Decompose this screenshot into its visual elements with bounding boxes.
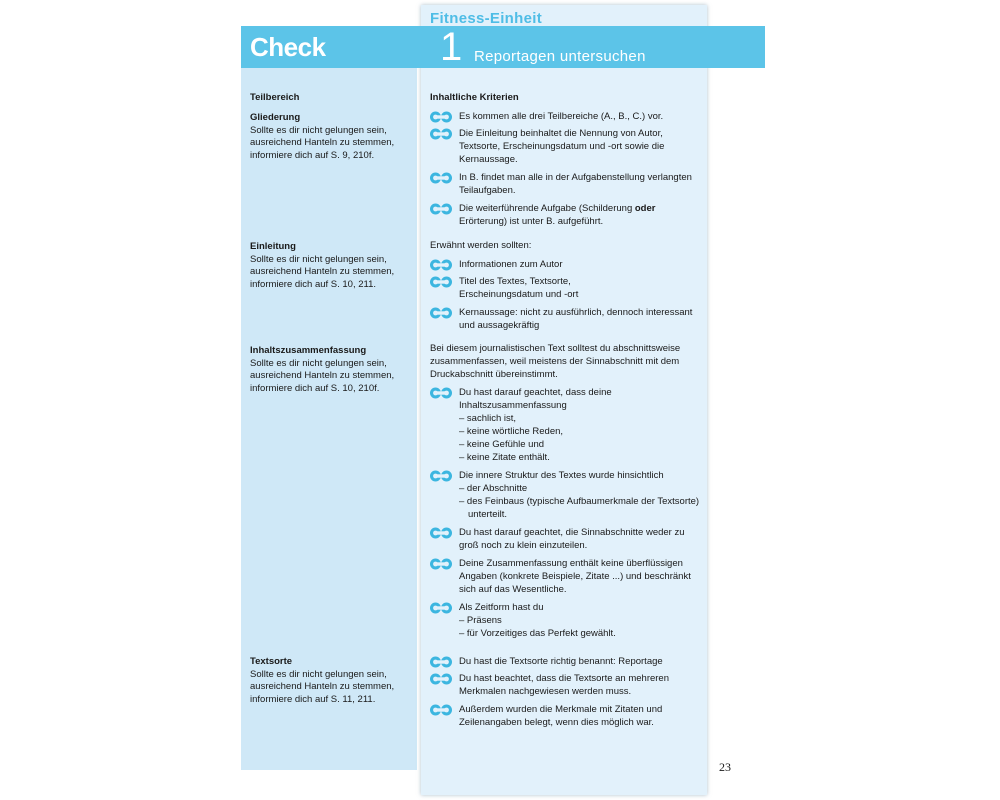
- criterion: [430, 469, 700, 521]
- criteria-gliederung: [430, 110, 700, 228]
- page-number: 23: [719, 760, 731, 774]
- criterion-text: Kernaussage: nicht zu ausführlich, dennoch interessant und aussagekräftig: [459, 307, 693, 331]
- criterion-subitem: – für Vorzeitiges das Perfekt gewählt.: [459, 628, 616, 639]
- criterion-text: Die Einleitung beinhaltet die Nennung von Autor, Textsorte, Erscheinungsdatum und -ort sowie die Kernaussage.: [459, 128, 665, 165]
- criterion-emphasis: oder: [634, 203, 656, 214]
- criterion: [430, 672, 700, 698]
- check-check-icon: [430, 557, 452, 571]
- check-check-icon: [430, 703, 452, 717]
- check-check-icon: [430, 110, 452, 124]
- criterion-text: Du hast darauf geachtet, dass deine Inhaltszusammenfassung: [459, 387, 612, 411]
- check-check-icon: [430, 275, 452, 289]
- check-check-icon: [430, 127, 452, 141]
- check-title: Check: [250, 32, 326, 62]
- criterion-text: In B. findet man alle in der Aufgabenstellung verlangten Teilaufgaben.: [459, 172, 692, 196]
- check-check-icon: [430, 469, 452, 483]
- section-title: Gliederung: [250, 112, 301, 123]
- left-column-heading: Teilbereich: [250, 92, 300, 103]
- criteria-einleitung: [430, 239, 700, 332]
- criterion-text: Du hast beachtet, dass die Textsorte an mehreren Merkmalen nachgewiesen werden muss.: [459, 673, 670, 697]
- section-text: Sollte es dir nicht gelungen sein, ausreichend Hanteln zu stemmen, informiere dich auf S. 10, 211.: [250, 253, 395, 290]
- check-check-icon: [430, 386, 452, 400]
- check-check-icon: [430, 526, 452, 540]
- criterion: [430, 202, 700, 228]
- criterion: [430, 601, 700, 640]
- section-text: Sollte es dir nicht gelungen sein, ausreichend Hanteln zu stemmen, informiere dich auf S. 10, 210f.: [250, 357, 395, 394]
- criterion: [430, 386, 700, 464]
- right-column-heading: Inhaltliche Kriterien: [430, 92, 519, 103]
- section-title: Einleitung: [250, 241, 296, 252]
- criterion: [430, 275, 700, 301]
- check-check-icon: [430, 601, 452, 615]
- criterion-subitem: – keine Zitate enthält.: [459, 452, 550, 463]
- criterion-text: Die innere Struktur des Textes wurde hinsichtlich: [459, 470, 664, 481]
- criterion-subitem: – keine wörtliche Reden,: [459, 426, 564, 437]
- criterion-subitem: – sachlich ist,: [459, 413, 517, 424]
- section-title: Inhaltszusammenfassung: [250, 345, 367, 356]
- criteria-intro: Bei diesem journalistischen Text solltest du abschnittsweise zusammenfassen, weil meistens der Sinnabschnitt mit dem Druckabschnitt übereinstimmt.: [430, 343, 681, 380]
- criterion: [430, 306, 700, 332]
- section-text: Sollte es dir nicht gelungen sein, ausreichend Hanteln zu stemmen, informiere dich auf S. 9, 210f.: [250, 124, 395, 161]
- criterion: [430, 655, 700, 668]
- criterion-text: Die weiterführende Aufgabe (Schilderung: [459, 203, 635, 214]
- criterion: [430, 258, 700, 271]
- check-check-icon: [430, 306, 452, 320]
- criterion-text: Es kommen alle drei Teilbereiche (A., B., C.) vor.: [459, 111, 664, 122]
- check-check-icon: [430, 258, 452, 272]
- criterion-text: Erörterung) ist unter B. aufgeführt.: [459, 216, 604, 227]
- criterion: [430, 703, 700, 729]
- section-inhaltszusammenfassung: [250, 345, 415, 395]
- criterion-subitem: – der Abschnitte: [459, 483, 528, 494]
- check-check-icon: [430, 672, 452, 686]
- check-check-icon: [430, 655, 452, 669]
- check-check-icon: [430, 171, 452, 185]
- unit-number: 1: [440, 25, 463, 69]
- section-gliederung: [250, 112, 415, 162]
- criterion-text: unterteilt.: [468, 509, 508, 520]
- criterion-text: Du hast darauf geachtet, die Sinnabschnitte weder zu groß noch zu klein einzuteilen.: [459, 527, 685, 551]
- criterion-subitem: – des Feinbaus (typische Aufbaumerkmale der Textsorte): [459, 496, 700, 507]
- check-check-icon: [430, 202, 452, 216]
- criterion-subitem: – keine Gefühle und: [459, 439, 545, 450]
- criterion-text: Informationen zum Autor: [459, 259, 563, 270]
- unit-title: Reportagen untersuchen: [474, 48, 646, 65]
- criterion-text: Titel des Textes, Textsorte, Erscheinungsdatum und -ort: [459, 276, 579, 300]
- criterion: [430, 557, 700, 596]
- criteria-textsorte: [430, 655, 700, 729]
- criterion: [430, 110, 700, 123]
- criterion: [430, 526, 700, 552]
- criterion-subitem: – Präsens: [459, 615, 502, 626]
- criterion-text: Deine Zusammenfassung enthält keine überflüssigen Angaben (konkrete Beispiele, Zitate ...) und beschränkt sich auf das Wesentliche.: [459, 558, 691, 595]
- criterion-text: Als Zeitform hast du: [459, 602, 544, 613]
- section-textsorte: [250, 656, 415, 706]
- criteria-intro: Erwähnt werden sollten:: [430, 240, 532, 251]
- criterion-text: Außerdem wurden die Merkmale mit Zitaten und Zeilenangaben belegt, wenn dies möglich war.: [459, 704, 663, 728]
- criterion: [430, 127, 700, 166]
- section-title: Textsorte: [250, 656, 293, 667]
- criterion-text: Du hast die Textsorte richtig benannt: Reportage: [459, 656, 663, 667]
- section-einleitung: [250, 241, 415, 291]
- fitness-label: Fitness-Einheit: [430, 10, 543, 27]
- section-text: Sollte es dir nicht gelungen sein, ausreichend Hanteln zu stemmen, informiere dich auf S. 11, 211.: [250, 668, 395, 705]
- criteria-inhalt: [430, 342, 700, 640]
- criterion: [430, 171, 700, 197]
